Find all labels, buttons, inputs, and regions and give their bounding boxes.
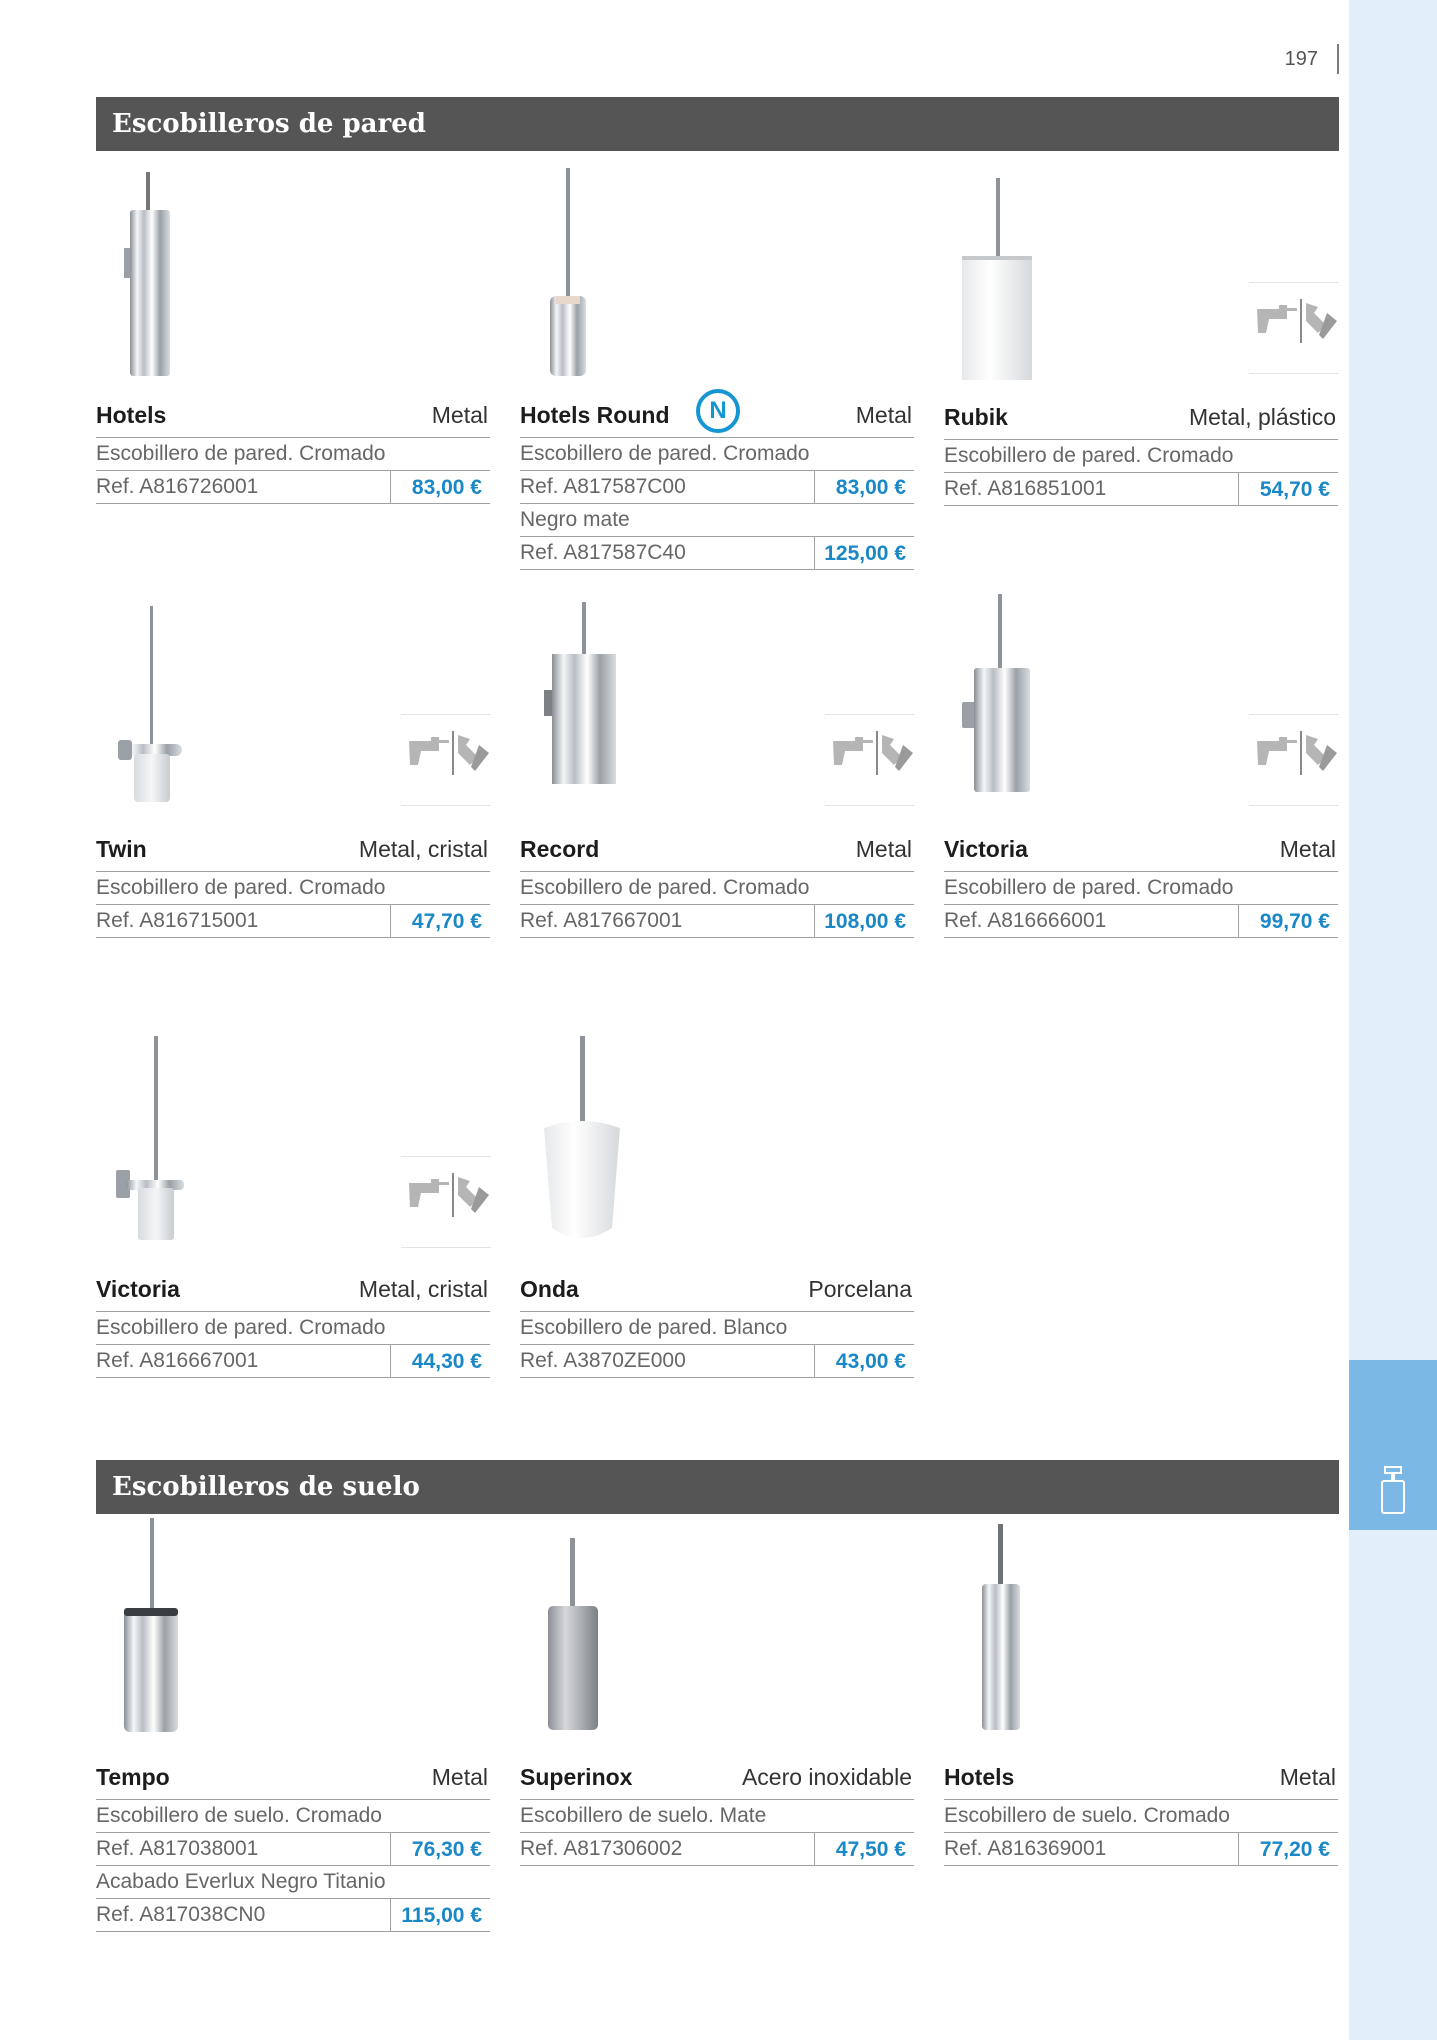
product-description [944,440,1338,473]
product-price: 77,20 € [1238,1833,1338,1866]
description-text: Escobillero de pared. Cromado [520,876,810,899]
product-material: Metal [1279,1764,1336,1790]
description-text: Escobillero de suelo. Cromado [96,1804,382,1827]
drill-icon [403,731,493,777]
description-text: Escobillero de pared. Cromado [96,1316,386,1339]
product-name-row [944,836,1338,872]
description-text: Escobillero de pared. Cromado [520,442,810,465]
product-name: Hotels [96,402,167,428]
product-name: Hotels [944,1764,1015,1790]
product-price: 125,00 € [814,537,914,570]
product-price: 99,70 € [1238,905,1338,938]
product-variant [520,504,914,537]
drill-icon [1251,731,1341,777]
product-name-row [520,1276,914,1312]
product-name-row [520,836,914,872]
product-ref-row [944,1833,1338,1866]
wall-mount-indicator [401,714,491,806]
product-material: Acero inoxidable [741,1764,912,1790]
product-name: Hotels Round [520,402,670,428]
product-ref-row [520,905,914,938]
product-ref-row [944,905,1338,938]
product-price: 108,00 € [814,905,914,938]
product-material: Metal, plástico [1188,404,1336,430]
product-material: Porcelana [808,1276,912,1302]
product-material: Metal, cristal [358,1276,488,1302]
product-price: 54,70 € [1238,473,1338,506]
product-name-row [944,1764,1338,1800]
variant-text: Acabado Everlux Negro Titanio [96,1870,386,1893]
product-material: Metal, cristal [358,836,488,862]
product-ref: Ref. A817587C40 [520,541,686,564]
product-description [96,872,490,905]
product-name-row [96,1276,490,1312]
product-description [96,438,490,471]
product-name: Victoria [944,836,1028,862]
product-ref-row [96,1899,490,1932]
product-ref-row [96,471,490,504]
product-price: 115,00 € [390,1899,490,1932]
product-ref-row [96,905,490,938]
product-name-row [96,836,490,872]
product-ref: Ref. A816666001 [944,909,1107,932]
product-price: 47,50 € [814,1833,914,1866]
product-name: Superinox [520,1764,633,1790]
description-text: Escobillero de pared. Cromado [96,876,386,899]
product-name-row [96,402,490,438]
product-description [944,872,1338,905]
product-description [944,1800,1338,1833]
variant-text: Negro mate [520,508,630,531]
product-ref: Ref. A816715001 [96,909,259,932]
product-name: Rubik [944,404,1008,430]
product-ref: Ref. A817667001 [520,909,683,932]
wall-mount-indicator [401,1156,491,1248]
product-ref: Ref. A817306002 [520,1837,683,1860]
product-image [520,160,914,380]
chapter-tab[interactable] [1349,1360,1437,1530]
product-ref-row [520,1345,914,1378]
product-ref: Ref. A816667001 [96,1349,259,1372]
product-price: 47,70 € [390,905,490,938]
product-ref-row [520,537,914,570]
description-text: Escobillero de pared. Cromado [96,442,386,465]
page-number: 197 [1284,48,1318,70]
wall-mount-indicator [1249,282,1339,374]
product-image [520,1036,914,1256]
product-description [520,438,914,471]
product-price: 76,30 € [390,1833,490,1866]
product-image [96,1518,490,1738]
product-ref: Ref. A817038001 [96,1837,259,1860]
product-description [520,1800,914,1833]
product-name-row [520,397,914,438]
description-text: Escobillero de suelo. Cromado [944,1804,1230,1827]
product-name-row [96,1764,490,1800]
product-description [96,1800,490,1833]
description-text: Escobillero de suelo. Mate [520,1804,767,1827]
product-material: Metal [1279,836,1336,862]
product-ref-row [520,1833,914,1866]
product-price: 83,00 € [390,471,490,504]
section-title-floor: Escobilleros de suelo [96,1460,1339,1514]
product-material: Metal [431,1764,488,1790]
product-ref-row [96,1833,490,1866]
product-material: Metal [431,402,488,428]
new-badge: N [696,389,740,433]
product-name: Victoria [96,1276,180,1302]
product-description [520,872,914,905]
drill-icon [827,731,917,777]
description-text: Escobillero de pared. Blanco [520,1316,788,1339]
side-strip [1349,0,1437,2040]
product-image [520,1518,914,1738]
description-text: Escobillero de pared. Cromado [944,444,1234,467]
toilet-brush-icon [1379,1465,1407,1515]
product-ref-row [96,1345,490,1378]
description-text: Escobillero de pared. Cromado [944,876,1234,899]
product-name: Onda [520,1276,579,1302]
product-price: 44,30 € [390,1345,490,1378]
product-ref: Ref. A817038CN0 [96,1903,266,1926]
product-ref: Ref. A816369001 [944,1837,1107,1860]
product-image [944,1518,1338,1738]
section-title-wall: Escobilleros de pared [96,97,1339,151]
product-ref: Ref. A816726001 [96,475,259,498]
product-name-row [944,404,1338,440]
product-ref: Ref. A816851001 [944,477,1107,500]
product-name: Tempo [96,1764,170,1790]
product-name: Twin [96,836,147,862]
product-name-row [520,1764,914,1800]
drill-icon [1251,299,1341,345]
wall-mount-indicator [1249,714,1339,806]
drill-icon [403,1173,493,1219]
product-price: 83,00 € [814,471,914,504]
product-image [96,160,490,380]
product-description [96,1312,490,1345]
page-number-divider [1337,44,1339,74]
product-name: Record [520,836,600,862]
product-material: Metal [855,836,912,862]
product-ref-row [944,473,1338,506]
product-description [520,1312,914,1345]
product-ref-row [520,471,914,504]
product-ref: Ref. A3870ZE000 [520,1349,686,1372]
product-ref: Ref. A817587C00 [520,475,686,498]
wall-mount-indicator [825,714,915,806]
product-variant [96,1866,490,1899]
product-material: Metal [855,402,912,428]
product-price: 43,00 € [814,1345,914,1378]
